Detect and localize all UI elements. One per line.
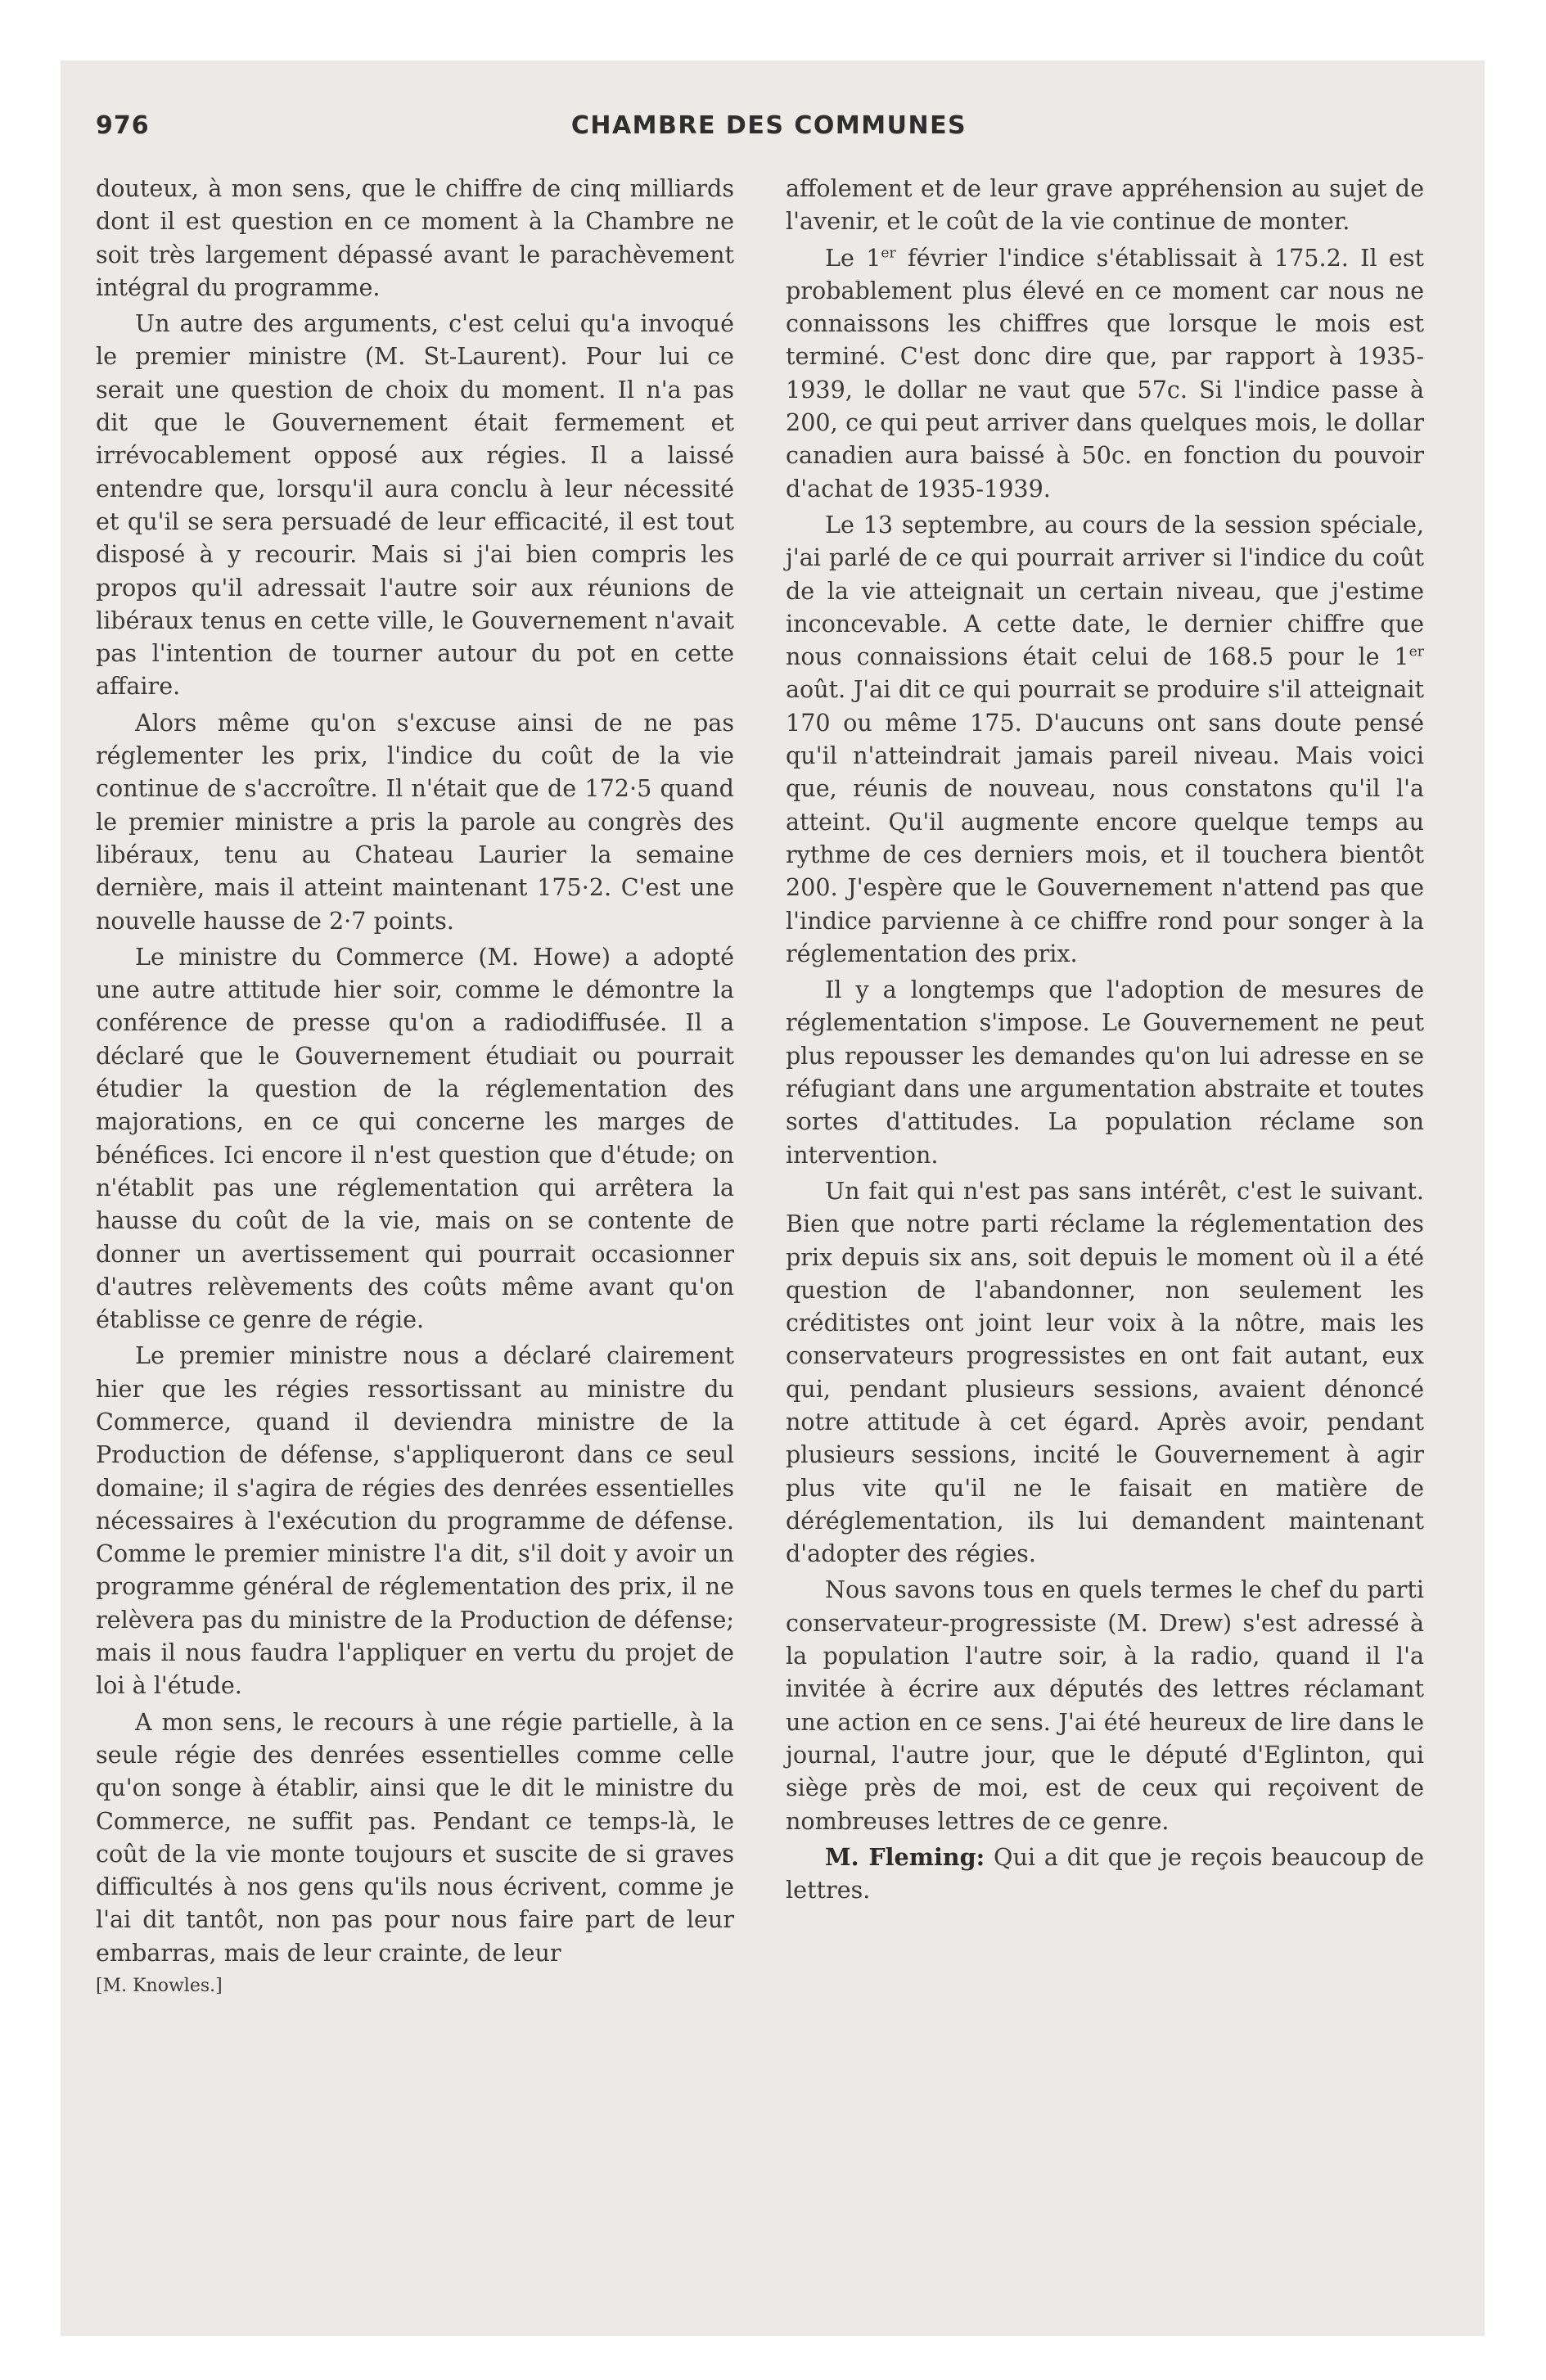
speaker-paragraph (786, 1841, 1424, 1907)
feb-lead: Le 1 (825, 243, 881, 272)
sept-text: Le 13 septembre, au cours de la session spéciale, j'ai parlé de ce qui pourrait arriver si l'indice du coût de la vie atteignait un certain niveau, que j'estime inconcevable. A cette date, le dernier chiffre que nous connaissions était celui de 168.5 pour le (786, 510, 1424, 671)
paragraph: Un autre des arguments, c'est celui qu'a invoqué le premier ministre (M. St-Laurent). Pour lui ce serait une question de choix du moment. Il n'a pas dit que le Gouvernement était fermement et irrévocablement opposé aux régies. Il a laissé entendre que, lorsqu'il aura conclu à leur nécessité et qu'il se sera persuadé de leur efficacité, il est tout disposé à y recourir. Mais si j'ai bien compris les propos qu'il adressait l'autre soir aux réunions de libéraux tenus en cette ville, le Gouvernement n'avait pas l'intention de tourner autour du pot en cette affaire. (96, 309, 734, 701)
paragraph: Un fait qui n'est pas sans intérêt, c'est le suivant. Bien que notre parti réclame la réglementation des prix depuis six ans, soit depuis le moment où il a été question de l'abandonner, non seulement les créditistes ont joint leur voix à la nôtre, mais les conservateurs progressistes en ont fait autant, eux qui, pendant plusieurs sessions, avaient dénoncé notre attitude à cet égard. Après avoir, pendant plusieurs sessions, incité le Gouvernement à agir plus vite qu'il ne le faisait en matière de déréglementation, ils lui demandent maintenant d'adopter des régies. (786, 1176, 1424, 1568)
paragraph: affolement et de leur grave appréhension au sujet de l'avenir, et le coût de la vie continue de monter. (786, 174, 1424, 236)
paragraph-continuation: J'ai dit ce qui pourrait se produire s'il atteignait 170 ou même 175. D'aucuns ont sans doute pensé qu'il n'atteindrait jamais pareil niveau. Mais voici que, réunis de nouveau, nous constatons qu'il l'a atteint. Qu'il augmente encore quelque temps au rythme de ces derniers mois, et il touchera bientôt 200. J'espère que le Gouvernement n'attend pas que l'indice parvienne à ce chiffre rond pour songer à la réglementation des prix. (786, 675, 1425, 967)
paragraph: Il y a longtemps que l'adoption de mesures de réglementation s'impose. Le Gouvernement ne peut plus repousser les demandes qu'on lui adresse en se réfugiant dans une argumentation abstraite et toutes sortes d'attitudes. La population réclame son intervention. (786, 976, 1424, 1169)
right-column (786, 172, 1424, 1909)
paragraph: A mon sens, le recours à une régie partielle, à la seule régie des denrées essentielles comme celle qu'on songe à établir, ainsi que le dit le ministre du Commerce, ne suffit pas. Pendant ce temps-là, le coût de la vie monte toujours et suscite de si graves difficultés à nos gens qu'ils nous écrivent, comme je l'ai dit tantôt, non pas pour nous faire part de leur embarras, mais de leur crainte, de leur (96, 1707, 734, 1967)
left-column (96, 172, 734, 1999)
page-header (96, 111, 1442, 149)
feb-rest: février l'indice s'établissait à 175.2. (895, 243, 1349, 272)
speaker-name: M. Fleming: (825, 1842, 985, 1871)
page-number: 976 (96, 111, 150, 140)
paragraph-september: Le 13 septembre, au cours de la session spéciale, j'ai parlé de ce qui pourrait arriver si l'indice du coût de la vie atteignait un certain niveau, que j'estime inconcevable. A cette date, le dernier chiffre que nous connaissions était celui de 168.5 pour le 1er août. J'ai dit ce qui pourrait se produire s'il atteignait 170 ou même 175. D'aucuns ont sans doute pensé qu'il n'atteindrait jamais pareil niveau. Mais voici que, réunis de nouveau, nous constatons qu'il l'a atteint. Qu'il augmente encore quelque temps au rythme de ces derniers mois, et il touchera bientôt 200. J'espère que le Gouvernement n'attend pas que l'indice parvienne à ce chiffre rond pour songer à la réglementation des prix. (786, 510, 1425, 967)
running-title: CHAMBRE DES COMMUNES (570, 111, 967, 140)
paragraph: Le ministre du Commerce (M. Howe) a adopté une autre attitude hier soir, comme le démontre la conférence de presse qu'on a radiodiffusée. Il a déclaré que le Gouvernement étudiait ou pourrait étudier la question de la réglementation des majorations, en ce qui concerne les marges de bénéfices. Ici encore il n'est question que d'étude; on n'établit pas une réglementation qui arrêtera la hausse du coût de la vie, mais on se contente de donner un avertissement qui pourrait occasionner d'autres relèvements des coûts même avant qu'on établisse ce genre de régie. (96, 942, 734, 1334)
aug-rest: août. (786, 675, 846, 704)
paragraph: Le premier ministre nous a déclaré clairement hier que les régies ressortissant au ministre du Commerce, quand il deviendra ministre de la Production de défense, s'appliqueront dans ce seul domaine; il s'agira de régies des denrées essentielles nécessaires à l'exécution du programme de défense. Comme le premier ministre l'a dit, s'il doit y avoir un programme général de réglementation des prix, il ne relèvera pas du ministre de la Production de défense; mais il nous faudra l'appliquer en vertu du projet de loi à l'étude. (96, 1341, 734, 1700)
superscript: er (1409, 643, 1424, 660)
paragraph: douteux, à mon sens, que le chiffre de cinq milliards dont il est question en ce moment à la Chambre ne soit très largement dépassé avant le parachèvement intégral du programme. (96, 174, 734, 301)
paragraph-continuation: Il est probablement plus élevé en ce moment car nous ne connaissons les chiffres que lorsque le mois est terminé. C'est donc dire que, par rapport à 1935-1939, le dollar ne vaut que 57c. Si l'indice passe à 200, ce qui peut arriver dans quelques mois, le dollar canadien aura baissé à 50c. en fonction du pouvoir d'achat de 1935-1939. (786, 243, 1424, 503)
paragraph: Nous savons tous en quels termes le chef du parti conservateur-progressiste (M. Drew) s'est adressé à la population l'autre soir, à la radio, quand il l'a invitée à écrire aux députés des lettres réclamant une action en ce sens. J'ai été heureux de lire dans le journal, l'autre jour, que le député d'Eglinton, qui siège près de moi, est de ceux qui reçoivent de nombreuses lettres de ce genre. (786, 1575, 1424, 1835)
superscript: er (881, 245, 896, 262)
paragraph: Alors même qu'on s'excuse ainsi de ne pas réglementer les prix, l'indice du coût de la vie continue de s'accroître. Il n'était que de 172·5 quand le premier ministre a pris la parole au congrès des libéraux, tenu au Chateau Laurier la semaine dernière, mais il atteint maintenant 175·2. C'est une nouvelle hausse de 2·7 points. (96, 708, 734, 935)
speaker-footnote: [M. Knowles.] (96, 1976, 223, 1997)
paragraph-feb-index (786, 241, 1424, 505)
speaker-text: Qui a dit que je reçois beaucoup de lettres. (786, 1842, 1424, 1904)
